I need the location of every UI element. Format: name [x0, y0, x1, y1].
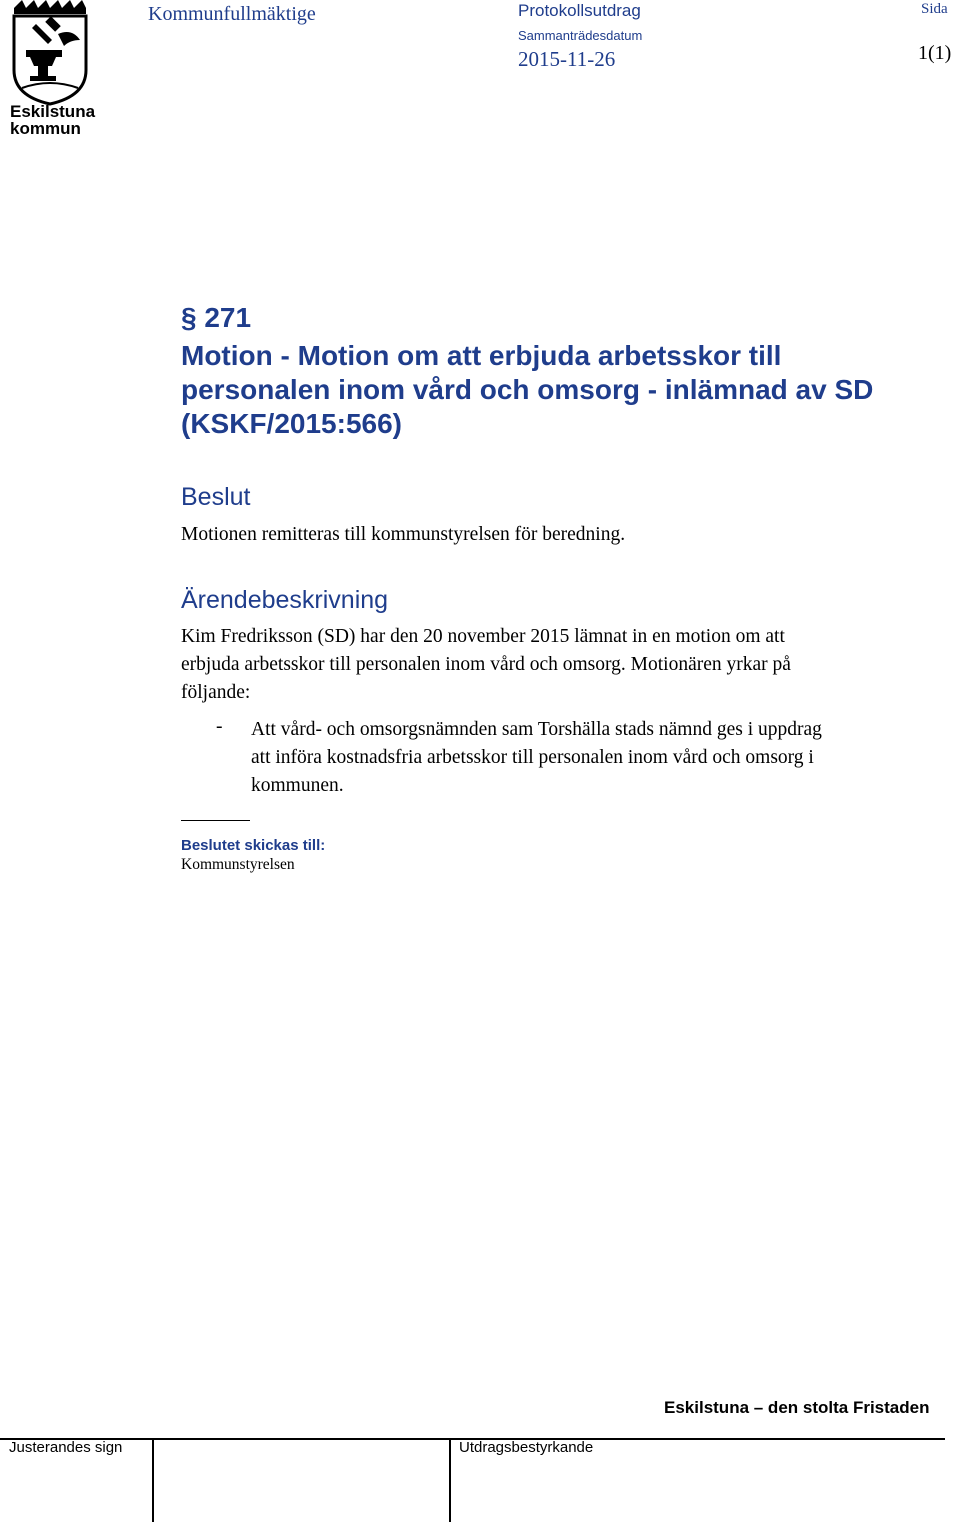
certification-label: Utdragsbestyrkande [459, 1439, 594, 1456]
footer-divider [449, 1438, 451, 1522]
document-type: Protokollsutdrag [518, 1, 641, 20]
sign-label: Justerandes sign [9, 1439, 123, 1456]
item-title [181, 339, 951, 441]
bullet-line: att införa kostnadsfria arbetsskor till personalen inom vård och omsorg i [251, 747, 814, 768]
item-title-line: (KSKF/2015:566) [181, 408, 402, 439]
meeting-date: 2015-11-26 [518, 47, 616, 71]
city-motto: Eskilstuna – den stolta Fristaden [664, 1398, 930, 1417]
description-heading: Ärendebeskrivning [181, 586, 389, 614]
separator-line [181, 820, 250, 821]
decision-heading: Beslut [181, 483, 251, 511]
paragraph-line: erbjuda arbetsskor till personalen inom vård och omsorg. Motionären yrkar på [181, 654, 791, 675]
distribution-recipient: Kommunstyrelsen [181, 856, 295, 873]
bullet-line: Att vård- och omsorgsnämnden sam Torshälla stads nämnd ges i uppdrag [251, 719, 822, 740]
organ-name: Kommunfullmäktige [148, 3, 316, 25]
item-title-line: personalen inom vård och omsorg - inlämnad av SD [181, 374, 874, 405]
bullet-marker: - [216, 716, 223, 737]
page-number: 1(1) [918, 42, 952, 64]
paragraph-line: följande: [181, 682, 251, 703]
meeting-date-label: Sammanträdesdatum [518, 28, 643, 43]
description-paragraph [181, 623, 791, 707]
paragraph-line: Kim Fredriksson (SD) har den 20 november 2015 lämnat in en motion om att [181, 626, 785, 647]
footer-divider [152, 1438, 154, 1522]
bullet-line: kommunen. [251, 775, 344, 796]
logo-text: Eskilstuna kommun [10, 102, 96, 138]
distribution-label: Beslutet skickas till: [181, 837, 326, 854]
section-number: § 271 [181, 302, 252, 333]
bullet-item [251, 716, 822, 800]
item-title-line: Motion - Motion om att erbjuda arbetsskor till [181, 340, 782, 371]
page-label: Sida [921, 1, 948, 17]
municipality-logo [8, 0, 96, 140]
decision-text: Motionen remitteras till kommunstyrelsen för beredning. [181, 524, 626, 545]
